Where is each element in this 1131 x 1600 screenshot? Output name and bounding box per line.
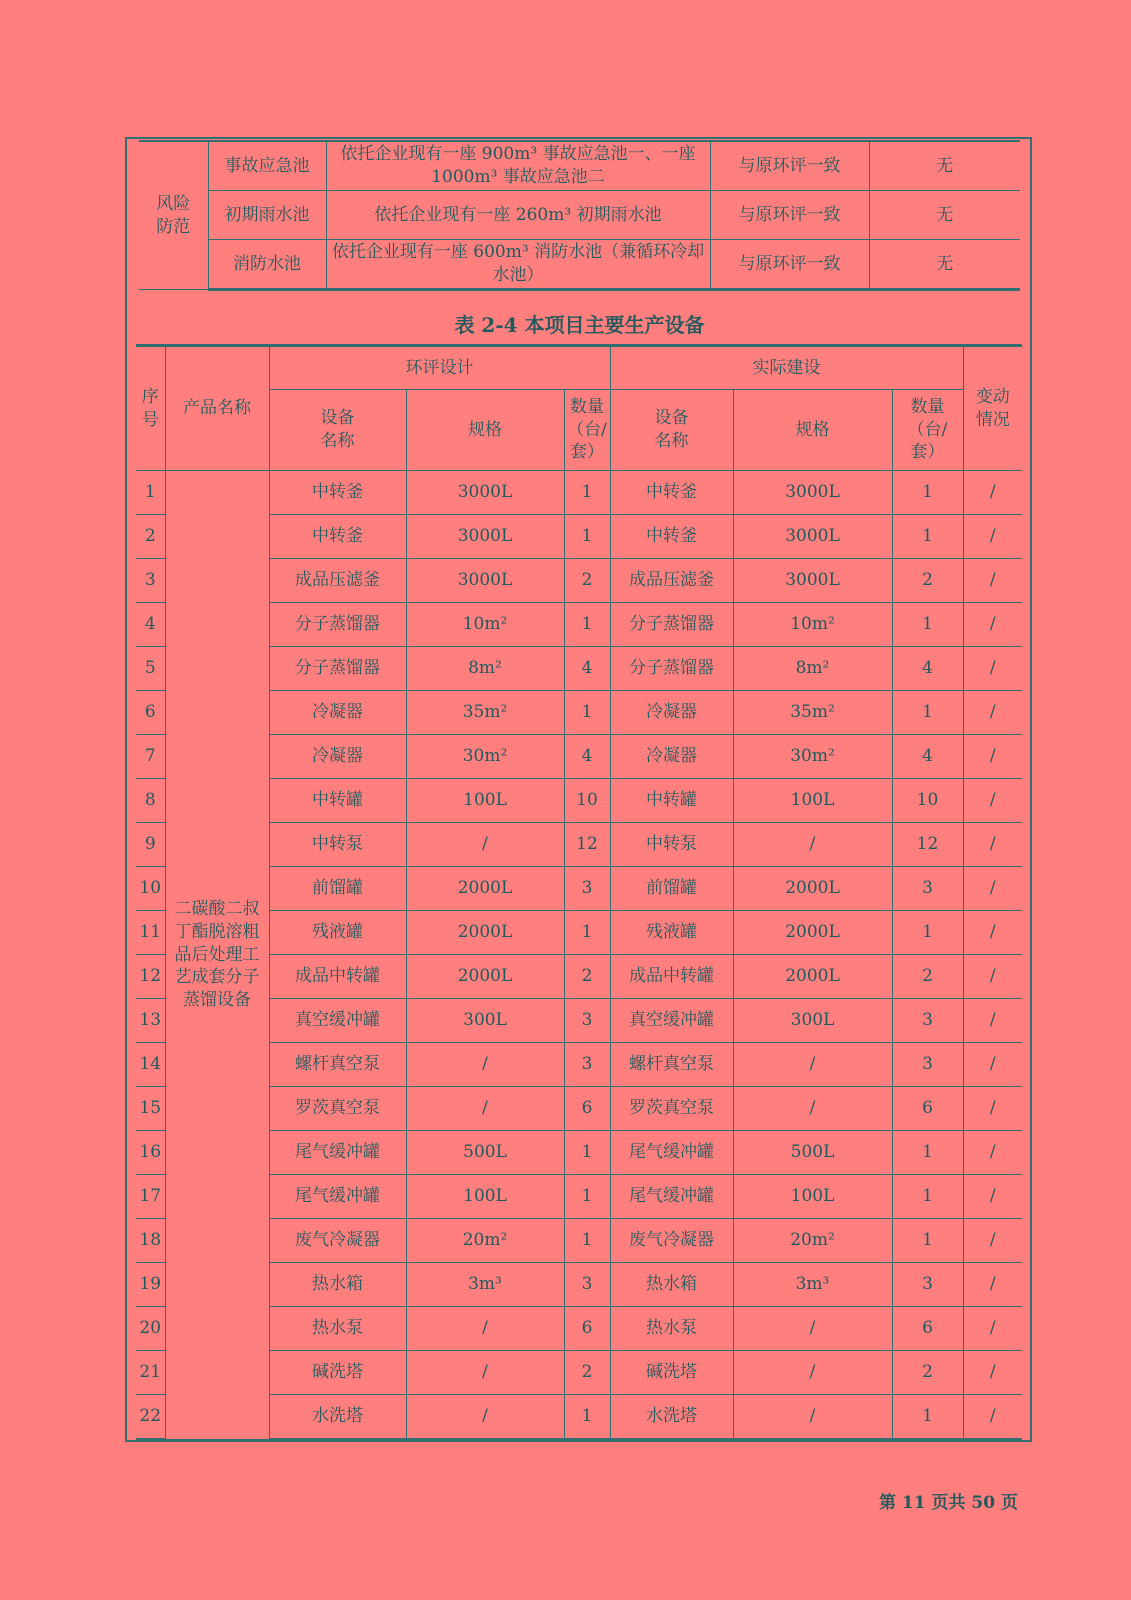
actual-equip-name: 成品中转罐 bbox=[610, 955, 733, 999]
row-number: 8 bbox=[136, 779, 165, 823]
actual-equip-name: 中转釜 bbox=[610, 515, 733, 559]
design-equip-name: 中转釜 bbox=[269, 471, 406, 515]
header-subrow bbox=[136, 390, 1022, 471]
design-spec: 100L bbox=[406, 1175, 564, 1219]
design-spec: 35m² bbox=[406, 691, 564, 735]
actual-qty: 4 bbox=[892, 647, 963, 691]
design-qty: 1 bbox=[564, 911, 610, 955]
actual-spec: 3000L bbox=[733, 515, 892, 559]
design-qty: 6 bbox=[564, 1087, 610, 1131]
risk-item-change: 无 bbox=[869, 141, 1020, 191]
change-status: / bbox=[963, 999, 1022, 1043]
risk-table bbox=[139, 140, 1020, 291]
risk-item-desc: 依托企业现有一座 600m³ 消防水池（兼循环冷却水池） bbox=[326, 240, 710, 290]
actual-qty: 10 bbox=[892, 779, 963, 823]
design-qty: 3 bbox=[564, 1263, 610, 1307]
page-number: 第 11 页共 50 页 bbox=[879, 1493, 1018, 1513]
table-row bbox=[136, 955, 1022, 999]
design-qty: 1 bbox=[564, 515, 610, 559]
table-row bbox=[136, 1043, 1022, 1087]
change-status: / bbox=[963, 471, 1022, 515]
table-row bbox=[136, 1395, 1022, 1440]
actual-equip-name: 前馏罐 bbox=[610, 867, 733, 911]
header-product: 产品名称 bbox=[165, 347, 269, 471]
actual-equip-name: 分子蒸馏器 bbox=[610, 603, 733, 647]
risk-item-compare: 与原环评一致 bbox=[710, 141, 869, 191]
header-actual: 实际建设 bbox=[610, 347, 963, 390]
risk-item-compare: 与原环评一致 bbox=[710, 191, 869, 240]
design-equip-name: 前馏罐 bbox=[269, 867, 406, 911]
actual-qty: 1 bbox=[892, 471, 963, 515]
row-number: 10 bbox=[136, 867, 165, 911]
design-equip-name: 成品压滤釜 bbox=[269, 559, 406, 603]
design-spec: 2000L bbox=[406, 911, 564, 955]
design-qty: 3 bbox=[564, 867, 610, 911]
design-equip-name: 螺杆真空泵 bbox=[269, 1043, 406, 1087]
design-qty: 2 bbox=[564, 559, 610, 603]
design-spec: / bbox=[406, 1351, 564, 1395]
risk-item-change: 无 bbox=[869, 240, 1020, 290]
row-number: 6 bbox=[136, 691, 165, 735]
actual-spec: / bbox=[733, 823, 892, 867]
change-status: / bbox=[963, 1351, 1022, 1395]
design-equip-name: 碱洗塔 bbox=[269, 1351, 406, 1395]
change-status: / bbox=[963, 1175, 1022, 1219]
table-title: 表 2-4 本项目主要生产设备 bbox=[454, 313, 705, 337]
actual-spec: 3000L bbox=[733, 559, 892, 603]
table-row bbox=[136, 779, 1022, 823]
actual-qty: 3 bbox=[892, 999, 963, 1043]
change-status: / bbox=[963, 691, 1022, 735]
actual-qty: 3 bbox=[892, 1043, 963, 1087]
header-spec: 规格 bbox=[406, 390, 564, 471]
risk-item-desc: 依托企业现有一座 260m³ 初期雨水池 bbox=[326, 191, 710, 240]
design-equip-name: 尾气缓冲罐 bbox=[269, 1175, 406, 1219]
actual-spec: / bbox=[733, 1307, 892, 1351]
change-status: / bbox=[963, 603, 1022, 647]
actual-equip-name: 废气冷凝器 bbox=[610, 1219, 733, 1263]
change-status: / bbox=[963, 1131, 1022, 1175]
design-qty: 1 bbox=[564, 471, 610, 515]
actual-equip-name: 冷凝器 bbox=[610, 735, 733, 779]
row-number: 2 bbox=[136, 515, 165, 559]
change-status: / bbox=[963, 1395, 1022, 1440]
row-number: 15 bbox=[136, 1087, 165, 1131]
design-spec: 500L bbox=[406, 1131, 564, 1175]
design-equip-name: 冷凝器 bbox=[269, 735, 406, 779]
actual-spec: 500L bbox=[733, 1131, 892, 1175]
design-spec: 3000L bbox=[406, 559, 564, 603]
actual-equip-name: 中转泵 bbox=[610, 823, 733, 867]
header-seq: 序 号 bbox=[136, 347, 165, 471]
table-row bbox=[136, 1175, 1022, 1219]
design-equip-name: 真空缓冲罐 bbox=[269, 999, 406, 1043]
design-spec: / bbox=[406, 1307, 564, 1351]
row-number: 18 bbox=[136, 1219, 165, 1263]
design-spec: 10m² bbox=[406, 603, 564, 647]
design-spec: 300L bbox=[406, 999, 564, 1043]
header-eia-design: 环评设计 bbox=[269, 347, 610, 390]
row-number: 12 bbox=[136, 955, 165, 999]
design-equip-name: 分子蒸馏器 bbox=[269, 647, 406, 691]
design-equip-name: 中转釜 bbox=[269, 515, 406, 559]
risk-item-change: 无 bbox=[869, 191, 1020, 240]
table-row bbox=[136, 1087, 1022, 1131]
design-spec: 3m³ bbox=[406, 1263, 564, 1307]
design-equip-name: 残液罐 bbox=[269, 911, 406, 955]
equipment-table-body bbox=[136, 471, 1022, 1440]
row-number: 17 bbox=[136, 1175, 165, 1219]
change-status: / bbox=[963, 867, 1022, 911]
change-status: / bbox=[963, 515, 1022, 559]
design-equip-name: 罗茨真空泵 bbox=[269, 1087, 406, 1131]
design-spec: / bbox=[406, 1395, 564, 1440]
design-qty: 1 bbox=[564, 1395, 610, 1440]
actual-qty: 1 bbox=[892, 1395, 963, 1440]
risk-item-name: 消防水池 bbox=[208, 240, 326, 290]
actual-equip-name: 螺杆真空泵 bbox=[610, 1043, 733, 1087]
risk-row bbox=[139, 141, 1020, 191]
header-equip-name: 设备 名称 bbox=[269, 390, 406, 471]
change-status: / bbox=[963, 735, 1022, 779]
row-number: 13 bbox=[136, 999, 165, 1043]
actual-qty: 2 bbox=[892, 559, 963, 603]
design-spec: 100L bbox=[406, 779, 564, 823]
table-row bbox=[136, 1219, 1022, 1263]
actual-qty: 1 bbox=[892, 911, 963, 955]
design-spec: 2000L bbox=[406, 955, 564, 999]
table-row bbox=[136, 471, 1022, 515]
table-row bbox=[136, 515, 1022, 559]
actual-spec: / bbox=[733, 1395, 892, 1440]
header-qty: 数量 （台/ 套） bbox=[564, 390, 610, 471]
design-qty: 1 bbox=[564, 691, 610, 735]
design-qty: 10 bbox=[564, 779, 610, 823]
row-number: 4 bbox=[136, 603, 165, 647]
design-qty: 1 bbox=[564, 1219, 610, 1263]
change-status: / bbox=[963, 911, 1022, 955]
change-status: / bbox=[963, 779, 1022, 823]
table-row bbox=[136, 647, 1022, 691]
actual-spec: 20m² bbox=[733, 1219, 892, 1263]
actual-spec: 10m² bbox=[733, 603, 892, 647]
risk-item-desc: 依托企业现有一座 900m³ 事故应急池一、一座 1000m³ 事故应急池二 bbox=[326, 141, 710, 191]
design-qty: 3 bbox=[564, 1043, 610, 1087]
actual-qty: 6 bbox=[892, 1087, 963, 1131]
design-spec: / bbox=[406, 823, 564, 867]
actual-spec: / bbox=[733, 1351, 892, 1395]
actual-equip-name: 尾气缓冲罐 bbox=[610, 1175, 733, 1219]
design-equip-name: 热水泵 bbox=[269, 1307, 406, 1351]
actual-spec: / bbox=[733, 1087, 892, 1131]
design-qty: 1 bbox=[564, 1131, 610, 1175]
design-equip-name: 分子蒸馏器 bbox=[269, 603, 406, 647]
design-spec: 2000L bbox=[406, 867, 564, 911]
design-qty: 2 bbox=[564, 1351, 610, 1395]
header-row bbox=[136, 347, 1022, 390]
risk-row bbox=[139, 191, 1020, 240]
row-number: 5 bbox=[136, 647, 165, 691]
actual-spec: 300L bbox=[733, 999, 892, 1043]
row-number: 20 bbox=[136, 1307, 165, 1351]
table-row bbox=[136, 1351, 1022, 1395]
actual-equip-name: 成品压滤釜 bbox=[610, 559, 733, 603]
risk-item-name: 事故应急池 bbox=[208, 141, 326, 191]
actual-spec: 2000L bbox=[733, 955, 892, 999]
actual-equip-name: 分子蒸馏器 bbox=[610, 647, 733, 691]
risk-item-compare: 与原环评一致 bbox=[710, 240, 869, 290]
table-row bbox=[136, 559, 1022, 603]
design-qty: 12 bbox=[564, 823, 610, 867]
actual-qty: 1 bbox=[892, 691, 963, 735]
header-actual-spec: 规格 bbox=[733, 390, 892, 471]
header-change: 变动 情况 bbox=[963, 347, 1022, 471]
change-status: / bbox=[963, 1087, 1022, 1131]
actual-qty: 1 bbox=[892, 603, 963, 647]
actual-qty: 1 bbox=[892, 1131, 963, 1175]
table-row bbox=[136, 1131, 1022, 1175]
actual-equip-name: 热水泵 bbox=[610, 1307, 733, 1351]
actual-qty: 1 bbox=[892, 515, 963, 559]
design-qty: 6 bbox=[564, 1307, 610, 1351]
change-status: / bbox=[963, 1043, 1022, 1087]
actual-qty: 3 bbox=[892, 1263, 963, 1307]
actual-qty: 2 bbox=[892, 955, 963, 999]
design-equip-name: 废气冷凝器 bbox=[269, 1219, 406, 1263]
row-number: 19 bbox=[136, 1263, 165, 1307]
table-row bbox=[136, 691, 1022, 735]
design-equip-name: 成品中转罐 bbox=[269, 955, 406, 999]
row-number: 7 bbox=[136, 735, 165, 779]
actual-qty: 12 bbox=[892, 823, 963, 867]
design-spec: 3000L bbox=[406, 515, 564, 559]
actual-spec: / bbox=[733, 1043, 892, 1087]
actual-qty: 3 bbox=[892, 867, 963, 911]
actual-spec: 2000L bbox=[733, 911, 892, 955]
actual-equip-name: 热水箱 bbox=[610, 1263, 733, 1307]
actual-equip-name: 尾气缓冲罐 bbox=[610, 1131, 733, 1175]
row-number: 9 bbox=[136, 823, 165, 867]
actual-equip-name: 冷凝器 bbox=[610, 691, 733, 735]
change-status: / bbox=[963, 1307, 1022, 1351]
design-equip-name: 尾气缓冲罐 bbox=[269, 1131, 406, 1175]
actual-equip-name: 碱洗塔 bbox=[610, 1351, 733, 1395]
row-number: 11 bbox=[136, 911, 165, 955]
actual-qty: 1 bbox=[892, 1219, 963, 1263]
actual-spec: 100L bbox=[733, 1175, 892, 1219]
design-spec: 30m² bbox=[406, 735, 564, 779]
design-spec: / bbox=[406, 1087, 564, 1131]
actual-equip-name: 罗茨真空泵 bbox=[610, 1087, 733, 1131]
table-row bbox=[136, 1307, 1022, 1351]
design-equip-name: 热水箱 bbox=[269, 1263, 406, 1307]
design-equip-name: 水洗塔 bbox=[269, 1395, 406, 1440]
actual-spec: 100L bbox=[733, 779, 892, 823]
actual-spec: 35m² bbox=[733, 691, 892, 735]
risk-row bbox=[139, 240, 1020, 290]
design-qty: 3 bbox=[564, 999, 610, 1043]
design-equip-name: 中转泵 bbox=[269, 823, 406, 867]
equipment-table bbox=[136, 346, 1022, 1441]
row-number: 22 bbox=[136, 1395, 165, 1440]
table-row bbox=[136, 1263, 1022, 1307]
table-row bbox=[136, 735, 1022, 779]
actual-equip-name: 残液罐 bbox=[610, 911, 733, 955]
row-number: 21 bbox=[136, 1351, 165, 1395]
change-status: / bbox=[963, 1263, 1022, 1307]
actual-qty: 1 bbox=[892, 1175, 963, 1219]
actual-spec: 8m² bbox=[733, 647, 892, 691]
actual-spec: 2000L bbox=[733, 867, 892, 911]
actual-qty: 4 bbox=[892, 735, 963, 779]
design-qty: 1 bbox=[564, 603, 610, 647]
change-status: / bbox=[963, 647, 1022, 691]
header-actual-equip-name: 设备 名称 bbox=[610, 390, 733, 471]
actual-equip-name: 水洗塔 bbox=[610, 1395, 733, 1440]
change-status: / bbox=[963, 823, 1022, 867]
actual-qty: 2 bbox=[892, 1351, 963, 1395]
design-qty: 1 bbox=[564, 1175, 610, 1219]
design-spec: 20m² bbox=[406, 1219, 564, 1263]
actual-spec: 3000L bbox=[733, 471, 892, 515]
product-name: 二碳酸二叔丁酯脱溶粗品后处理工艺成套分子蒸馏设备 bbox=[165, 471, 269, 1440]
change-status: / bbox=[963, 955, 1022, 999]
change-status: / bbox=[963, 1219, 1022, 1263]
row-number: 3 bbox=[136, 559, 165, 603]
header-actual-qty: 数量 （台/ 套） bbox=[892, 390, 963, 471]
risk-category: 风险 防范 bbox=[139, 141, 208, 290]
change-status: / bbox=[963, 559, 1022, 603]
actual-equip-name: 中转釜 bbox=[610, 471, 733, 515]
table-row bbox=[136, 823, 1022, 867]
table-row bbox=[136, 867, 1022, 911]
risk-item-name: 初期雨水池 bbox=[208, 191, 326, 240]
actual-equip-name: 真空缓冲罐 bbox=[610, 999, 733, 1043]
design-spec: 3000L bbox=[406, 471, 564, 515]
design-equip-name: 冷凝器 bbox=[269, 691, 406, 735]
row-number: 16 bbox=[136, 1131, 165, 1175]
table-row bbox=[136, 603, 1022, 647]
table-row bbox=[136, 911, 1022, 955]
actual-spec: 3m³ bbox=[733, 1263, 892, 1307]
design-qty: 2 bbox=[564, 955, 610, 999]
design-spec: 8m² bbox=[406, 647, 564, 691]
row-number: 14 bbox=[136, 1043, 165, 1087]
design-qty: 4 bbox=[564, 647, 610, 691]
design-spec: / bbox=[406, 1043, 564, 1087]
actual-spec: 30m² bbox=[733, 735, 892, 779]
row-number: 1 bbox=[136, 471, 165, 515]
table-row bbox=[136, 999, 1022, 1043]
actual-qty: 6 bbox=[892, 1307, 963, 1351]
design-equip-name: 中转罐 bbox=[269, 779, 406, 823]
actual-equip-name: 中转罐 bbox=[610, 779, 733, 823]
design-qty: 4 bbox=[564, 735, 610, 779]
